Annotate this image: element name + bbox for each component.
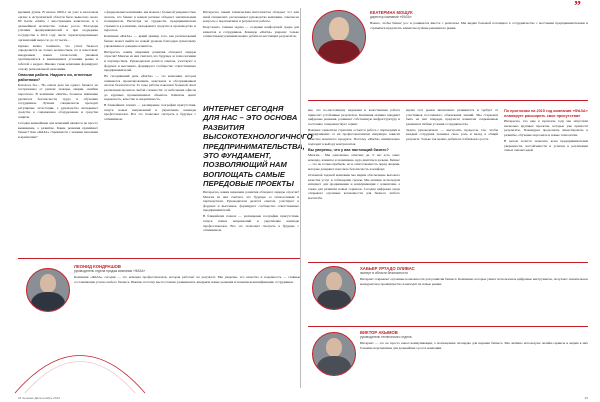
expert-photo-kondrashov [26, 268, 70, 312]
expert-role: эксперт в области безопасности [360, 271, 408, 275]
page-gutter [300, 8, 301, 388]
paragraph: В ближайших планах — расширение географии присутствия, запуск новых направлений и укрепление команды профессионалов. Все это позволяет смотреть в будущее с оптимизмом. [203, 214, 299, 233]
paragraph: В целом хочется пожелать всем предпринимателям уверенности, настойчивости и успехов в реализации самых смелых идей. [504, 138, 588, 153]
pull-quote: ИНТЕРНЕТ СЕГОДНЯ ДЛЯ НАС – ЭТО ОСНОВА РАЗВИТИЯ ВЫСОКОТЕХНОЛОГИЧНОГО ПРЕДПРИНИМАТЕЛЬСТВА, ЭТО ФУНДАМЕНТ, ПОЗВОЛЯЮЩИЙ НАМ ВОПЛОЩАТЬ САМЫЕ ПЕРЕДОВЫЕ ПРОЕКТЫ [203, 104, 313, 189]
expert-photo-urtado [312, 266, 356, 310]
section-header: Опасная работа. Надолго ли, огненные работники? [18, 72, 93, 82]
expert-card-moshchuk [370, 10, 588, 32]
left-column-3-top [203, 10, 299, 98]
expert-name: ВИКТОР АКЫМОВ [360, 330, 398, 335]
expert-card-akymov [360, 330, 588, 352]
paragraph: о федеральных компаниях, мы можем с большой уверенностью сказать, что бизнес в нашем регионе обладает значительным потенциалом. Несмотря на трудности, предприниматели стремятся к развитию, вкладывают средства в производство и персонал. [104, 10, 196, 33]
paragraph: Компания «ФАЗА» — яркий пример того, как региональный бизнес может выйти на новый уровень благодаря грамотному управлению и доверию клиентов. [104, 34, 196, 48]
paragraph: На сегодняшний день «ФАЗА» — это компания, которая занимается проектированием, монтажом и обслуживанием систем безопасности. За годы работы накоплен большой опыт реализации проектов любой сложности: от небольших офисов до крупных промышленных объектов. Клиенты ценят надежность, качество и оперативность. [104, 74, 196, 102]
paragraph: Интересно, что еще в прошлом году мы запустили несколько крупных проектов, которые уже приносят результаты. Планируем продолжать инвестировать в развитие, обучение персонала и новые технологии. [504, 119, 588, 137]
section-header: По прогнозам на 2015 год компания «ФАЗА» планирует расширить свое присутствие [504, 109, 588, 118]
expert-divider [308, 262, 588, 263]
left-column-1 [18, 10, 98, 260]
right-column-2 [406, 108, 498, 256]
paragraph: время этот рынок интенсивно развивается и требует от участников постоянного обновления знаний. Мы стараемся быть на шаг впереди, предлагая клиентам современные решения и гибкие условия сотрудничества. [406, 108, 498, 126]
paragraph: Основной задачей компании мы видим обеспечение высокого качества услуг и соблюдение сроков. Мы активно используем интернет для продвижения и коммуникации с клиентами, а также для развития новых сервисов. Сегодня цифровая среда открывает огромные возможности для бизнеса любого масштаба. [308, 172, 400, 200]
paragraph: Интересно, каким техническим интеллектом обладает тот или иной специалист, рассказывает руководство компании, отвечая на вопросы о перспективах и результатах работы. [203, 10, 299, 24]
paragraph: Интересно, каким видением развития обладают лидеры отрасли? Многие из них считают, что будущее за технологиями и партнерством. Руководители делятся опытом, участвуют в форумах и выставках, формируют сообщество ответственных предпринимателей. [104, 49, 196, 73]
section-header: Вы уверены, что у вас настоящий бизнес? [308, 147, 389, 152]
expert-quote: Интернет открывает огромные возможности для развития бизнеса. Компании, которые умеют использовать цифровые инструменты, получают значительное конкурентное преимущество и выходят на новые рынки. [360, 277, 588, 286]
expert-card-kondrashov [74, 264, 300, 286]
footer-left: 24 Человек Дела ноябрь 2014 [18, 396, 60, 400]
expert-photo-akymov [312, 332, 356, 376]
expert-quote: Компания «ФАЗА» сегодня — это команда профессионалов, которая работает на результат. Мы уверены, что качество и надежность — главные составляющие успеха любого бизнеса. Именно поэтому мы постоянно развиваемся, внедряем новые решения и повышаем квалификацию сотрудников. [74, 275, 300, 284]
paragraph: Задача руководителя — выстроить процессы так, чтобы каждый сотрудник понимал свою роль и вклад в общий результат. Только так можно добиться стабильного роста. [406, 127, 498, 142]
right-column-1 [308, 108, 400, 256]
paragraph: Важным элементом стратегии остается работа с партнерами и подрядчиками: от их профессионализма напрямую зависит качество конечного продукта. Поэтому «ФАЗА» внимательно подходит к выбору контрагентов. [308, 127, 400, 146]
expert-quote: Интернет — это не просто канал коммуникации, а полноценная площадка для ведения бизнеса. Мы активно используем онлайн-сервисы и видим в них большие перспективы для дальнейшего роста компании. [360, 341, 588, 350]
right-column-3 [504, 108, 588, 256]
paragraph: крепким духом. В начале 2000-х на учет в налоговом органе в Астраханской области было вынесено около 80 тысяч «ОАО» с иностранным капиталом, и в дальнейшем количество только росло. Благодаря усилиям предпринимателей и при поддержке государства к 2014 году число зарегистрированных организаций выросло до 12 тысяч… [18, 10, 98, 42]
expert-role: директор компании «ФАЗА» [370, 15, 412, 19]
footer-right: 25 [584, 396, 588, 400]
paragraph: Сегодня важнейшим для компаний является не просто выживание, а развитие. Какие решения принимает бизнес? Как «ФАЗА» справляется с новыми вызовами и кризисами? [18, 121, 98, 139]
left-column-2 [104, 10, 196, 260]
paragraph: Однако важно понимать, что успех бизнеса определяется не только количеством, но и качеством: внедрением новых технологий, умением адаптироваться к меняющимся условиям рынка и заботой о кадрах. Именно такие компании формируют основу региональной экономики. [18, 43, 98, 71]
expert-name: ЕКАТЕРИНА МОЩУК [370, 10, 413, 15]
expert-photo-moshchuk [312, 10, 366, 64]
decorative-arc [10, 318, 150, 398]
paragraph: Многие… Мы однозначно ответим: да. У нас есть опыт, команда, клиенты и понимание, куда двигаться дальше. Бизнес — это не только прибыль, но и ответственность перед людьми, которые доверяют нам свою безопасность и комфорт. [308, 153, 400, 171]
expert-divider [308, 326, 588, 327]
expert-role: руководитель отдела продаж компании «ФАЗА» [74, 269, 146, 273]
expert-card-urtado [360, 266, 588, 288]
expert-role: руководитель технического отдела [360, 335, 412, 339]
paragraph: Безусловно, главная задача — создание комфортной среды для клиентов и сотрудников. Команда «ФАЗА» уверена: только совместными усилиями можно добиться настоящих результатов. [203, 25, 299, 39]
left-column-3-bottom [203, 190, 299, 260]
expert-name: ЛЕОНИД КОНДРАШОВ [74, 264, 121, 269]
expert-quote: Важно, чтобы бизнес рос и развивался вместе с регионом. Мы видим большой потенциал в сотрудничестве с местными предпринимателями и стремимся предлагать клиентам лучшие решения на рынке. [370, 21, 588, 30]
quote-mark-icon: ” [574, 0, 581, 14]
paragraph: Интересно, каким видением развития обладают лидеры отрасли? Многие из них считают, что будущее за технологиями и партнерством. Руководители делятся опытом, участвуют в форумах и выставках, формируют сообщество ответственных предпринимателей. [203, 190, 299, 213]
expert-divider [18, 258, 300, 259]
expert-divider [308, 100, 588, 101]
expert-name: ХАБЬЕР УРТАДО ОЛИВАС [360, 266, 415, 271]
paragraph: Казалось бы… На самом деле ни одного бизнеса не застраховано от рисков: пожары, аварии, ошибки персонала. В компании «ФАЗА» большое внимание уделяется безопасности труда и обучению сотрудников. Лучшие специалисты проходят регулярные аттестации, а руководство вкладывает средства в современное оборудование и средства защиты. [18, 82, 98, 119]
paragraph: В ближайших планах — расширение географии присутствия, запуск новых направлений и укрепление команды профессионалов. Все это позволяет смотреть в будущее с оптимизмом. [104, 103, 196, 122]
paragraph: мы, что по-настоящему надежная и качественная работа приносит устойчивые результаты. Компания активно внедряет цифровые решения, развивает собственную инфраструктуру и постоянно совершенствует сервис. [308, 108, 400, 126]
